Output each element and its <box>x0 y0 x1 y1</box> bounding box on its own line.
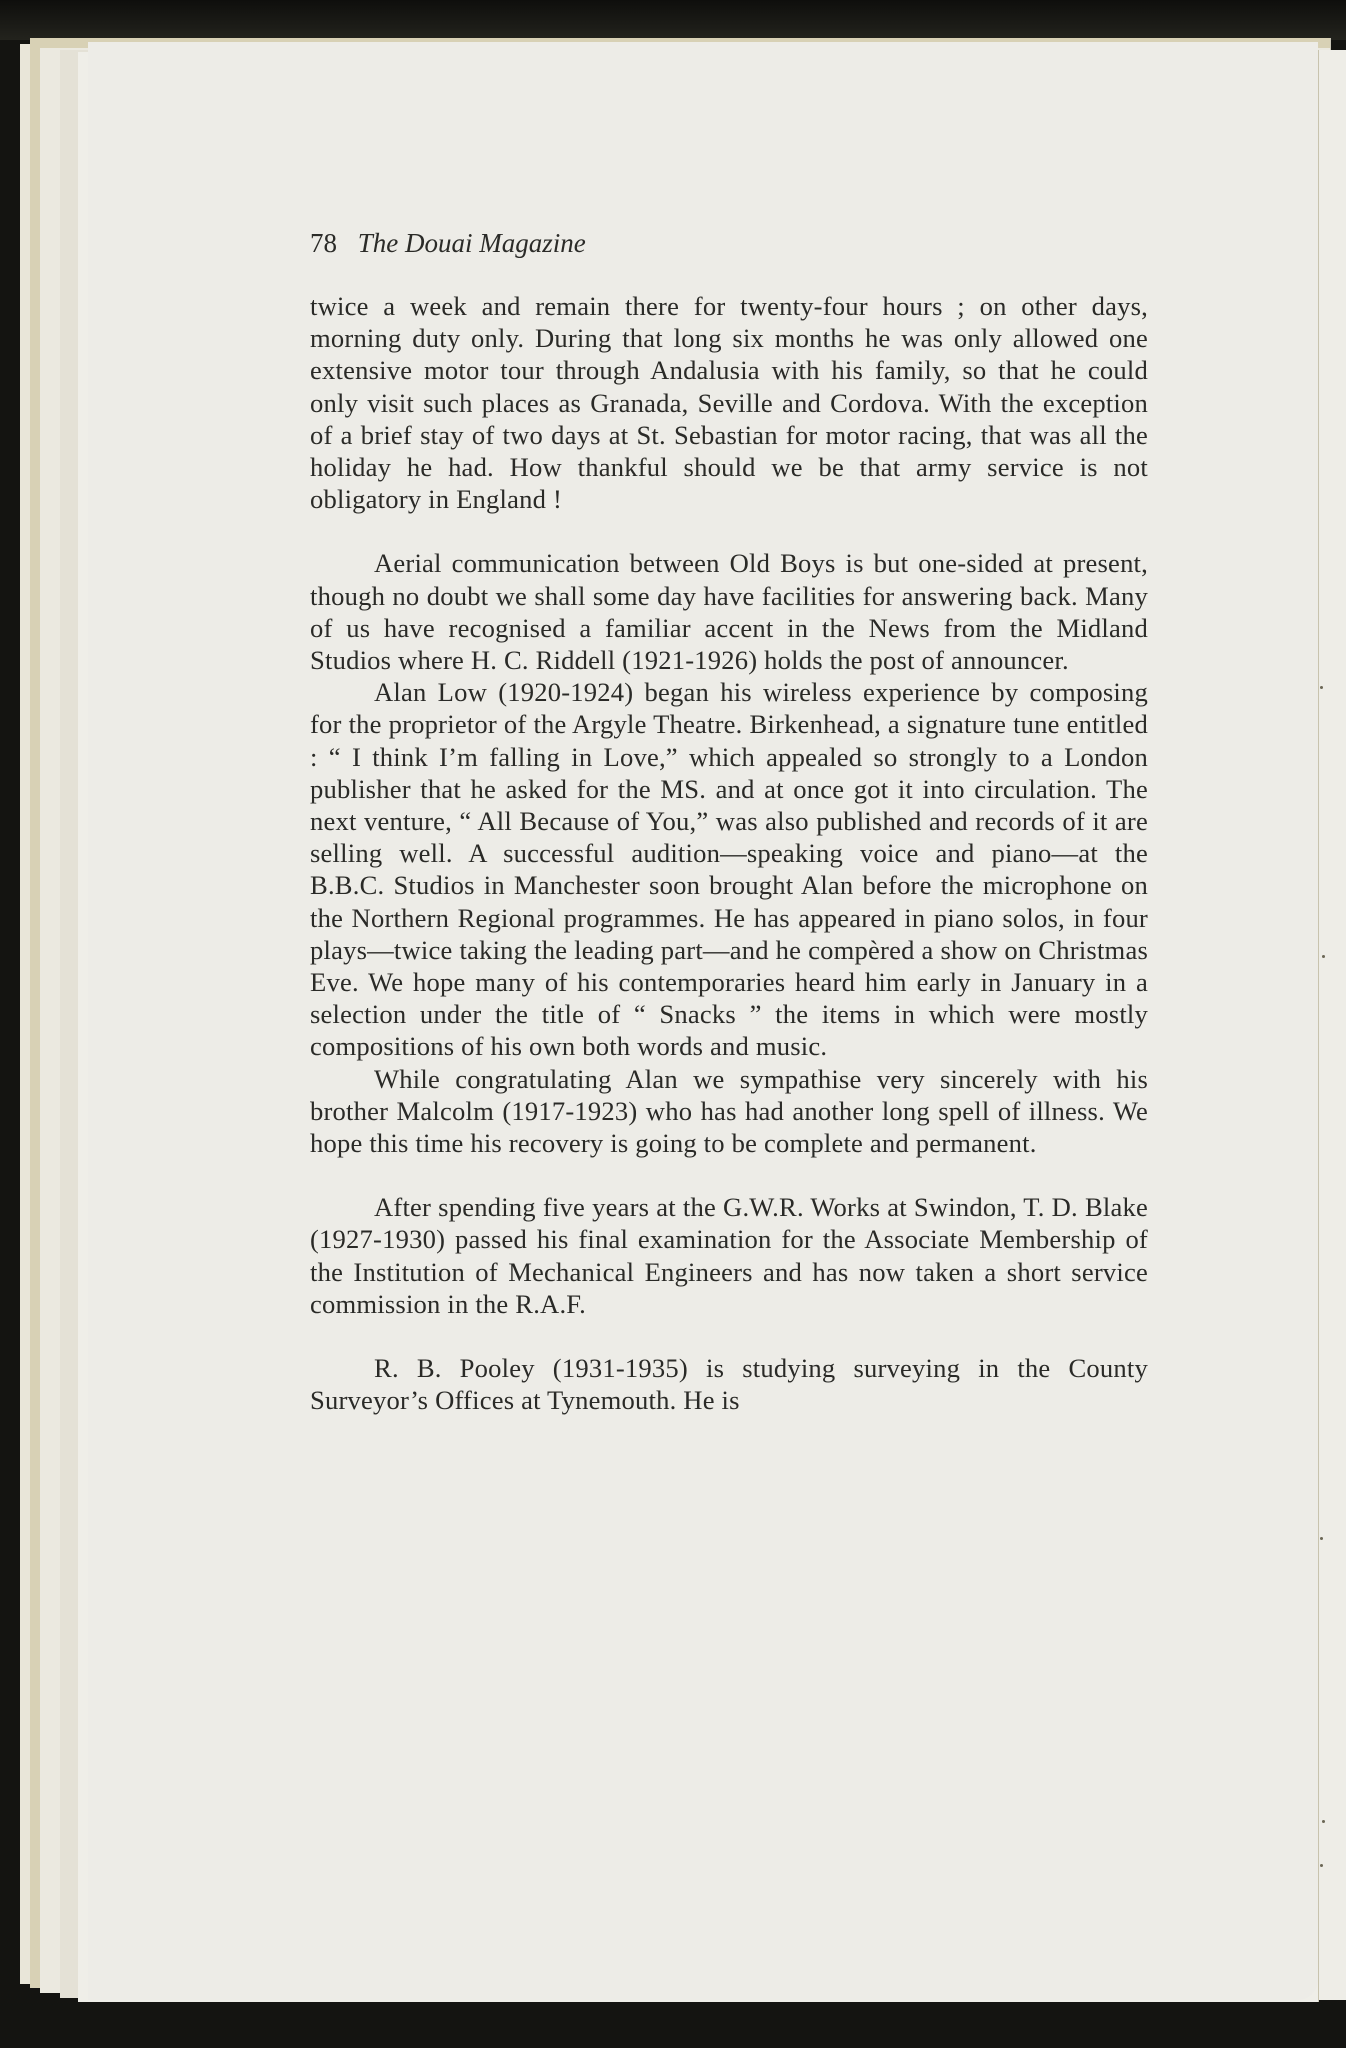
page-number: 78 <box>310 228 337 258</box>
paragraph-aerial-communication: Aerial communication between Old Boys is but one-sided at present, though no doubt we shall some day have facilities for answering back. Many of us have recognised a familiar accent in the News from the Midland Studios where H. C. Riddell (1921-1926) holds the post of announcer. <box>310 548 1148 676</box>
running-head <box>310 228 586 259</box>
book-cover-top <box>0 0 1346 40</box>
paragraph-alan-low: Alan Low (1920-1924) began his wireless experience by composing for the proprietor of the Argyle Theatre. Birkenhead, a signature tune entitled : “ I think I’m falling in Love,” which appealed so strongly to a London publisher that he asked for the MS. and at once got it into circulation. The next venture, “ All Because of You,” was also published and records of it are selling well. A successful audition—speaking voice and piano—at the B.B.C. Studios in Manchester soon brought Alan before the microphone on the Northern Regional programmes. He has appeared in piano solos, in four plays—twice taking the leading part—and he compèred a show on Christmas Eve. We hope many of his contemporaries heard him early in January in a selection under the title of “ Snacks ” the items in which were mostly compositions of his own both words and music. <box>310 677 1148 1062</box>
paragraph-malcolm: While congratulating Alan we sympathise very sincerely with his brother Malcolm (1917-1923) who has had another long spell of illness. We hope this time his recovery is going to be complete and permanent. <box>310 1063 1148 1159</box>
paragraph-pooley: R. B. Pooley (1931-1935) is studying surveying in the County Surveyor’s Offices at Tynemouth. He is <box>310 1353 1148 1416</box>
article-body <box>310 290 1148 1417</box>
facing-page-edge <box>1318 50 1346 2000</box>
paragraph-continued: twice a week and remain there for twenty-four hours ; on other days, morning duty only. During that long six months he was only allowed one extensive motor tour through Andalusia with his family, so that he could only visit such places as Granada, Seville and Cordova. With the exception of a brief stay of two days at St. Sebastian for motor racing, that was all the holiday he had. How thankful should we be that army service is not obligatory in England ! <box>310 291 1148 515</box>
paragraph-blake: After spending five years at the G.W.R. Works at Swindon, T. D. Blake (1927-1930) passed his final examination for the Associate Membership of the Institution of Mechanical Engineers and has now taken a short service commission in the R.A.F. <box>310 1192 1148 1319</box>
publication-title: The Douai Magazine <box>357 228 586 258</box>
